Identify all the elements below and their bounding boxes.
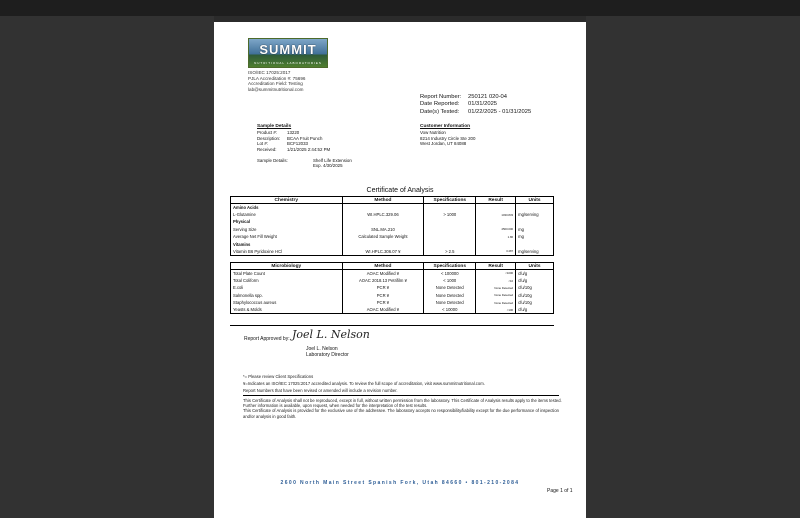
customer-line: Vow Nutrition xyxy=(420,130,446,136)
approved-label: Report Approved by: xyxy=(244,336,290,342)
report-number-row: Report Number: 250121 020-04 xyxy=(420,94,508,100)
col-header: Result xyxy=(476,263,516,270)
table-row: Yeasts & Molds AOAC Modified ¥ < 10000 <100 cfu/g xyxy=(231,306,554,313)
sample-details-heading: Sample Details xyxy=(257,124,292,129)
report-meta xyxy=(420,94,531,116)
col-header: Specifications xyxy=(424,197,476,204)
table-row: Vitamin B6 Pyridoxine HCl WI.HPLC.306.07 ¥ > 2.5 3.487 mg/serving xyxy=(231,248,554,255)
viewer-toolbar xyxy=(0,0,800,16)
disclaimer xyxy=(243,398,563,419)
col-header: Microbiology xyxy=(231,263,343,270)
note-line: *= Please review Client Specifications xyxy=(243,374,314,379)
table-row: Average Net Fill Weight Calculated Sample Weight 1.86 mg xyxy=(231,233,554,240)
notes xyxy=(243,374,485,393)
table-row: Total Coliform AOAC 2018.13 Petrifilm ¥ < 1000 <10 cfu/g xyxy=(231,277,554,284)
summit-logo xyxy=(248,38,328,68)
disclaimer-paragraph: This Certificate of Analysis shall not be reproduced, except in full, without written permission from the laboratory. This Certificate of Analysis results apply to the items tested. Further information is available, upon request, when needed for the interpretation of the test results. xyxy=(243,398,562,409)
sample-row: Product #: 13220 xyxy=(257,130,300,136)
signature: Joel L. Nelson xyxy=(292,328,370,341)
sample-row: Description: BCAA Fruit Punch xyxy=(257,135,323,141)
customer-line: 8214 Industry Circle Ste 200 xyxy=(420,135,476,141)
document-page xyxy=(214,22,586,518)
sample-extra-line: Shelf Life Extension xyxy=(313,158,352,163)
table-row: Vitamins xyxy=(231,240,554,247)
table-row: Physical xyxy=(231,218,554,225)
footer-address: 2600 North Main Street Spanish Fork, Utah 84660 • 801-210-2084 xyxy=(280,480,520,486)
table-row: L-Glutamine WI.HPLC.329.06 > 1000 1030.833 mg/serving xyxy=(231,211,554,218)
note-line: ¥=Indicates an ISO/IEC 17025:2017 accredited analysis. To review the full scope of accreditation, visit www.summitnutritional.com. xyxy=(243,380,485,386)
customer-line: West Jordan, UT 84088 xyxy=(420,141,467,147)
accreditation-line: Accreditation Field: Testing xyxy=(248,81,303,87)
certificate-title: Certificate of Analysis xyxy=(366,187,434,194)
signer-role: Laboratory Director xyxy=(306,352,349,358)
col-header: Units xyxy=(516,197,554,204)
date-reported-row: Date Reported: 01/31/2025 xyxy=(420,101,498,108)
customer-info xyxy=(420,124,475,147)
col-header: Specifications xyxy=(424,263,476,270)
page-number: Page 1 of 1 xyxy=(547,488,573,494)
sample-details xyxy=(257,124,330,152)
disclaimer-paragraph: This Certificate of Analysis is provided for the exclusive use of the addressee. The laboratory accepts no responsibility/liability except for the due performance of inspection and/or analysis in good faith. xyxy=(243,408,560,419)
accreditation-line: PJLA Accreditation #: 75696 xyxy=(248,75,306,81)
lab-email: lab@summitnutritional.com xyxy=(248,86,304,92)
signer-name: Joel L. Nelson xyxy=(306,346,338,352)
table-row: Salmonella spp. PCR ¥ None Detected None Detected cfu/10g xyxy=(231,292,554,299)
table-row: E.coli PCR ¥ None Detected None Detected cfu/10g xyxy=(231,284,554,291)
table-row: Amino Acids xyxy=(231,204,554,211)
divider xyxy=(243,395,559,396)
sample-row: Lot #: BCF12033 xyxy=(257,141,308,147)
logo-name: SUMMIT xyxy=(259,42,317,57)
col-header: Units xyxy=(516,263,554,270)
col-header: Chemistry xyxy=(231,197,343,204)
table-row: Serving Size SNL.MA.210 4500.000 mg xyxy=(231,226,554,233)
sample-extra xyxy=(257,158,352,169)
sample-extra-line: Exp. 4/30/2025 xyxy=(313,163,343,169)
viewer-background-left xyxy=(0,16,214,518)
accreditation-line: ISO/IEC 17025:2017 xyxy=(248,70,291,75)
signer-block xyxy=(306,346,349,358)
date-tested-row: Date(s) Tested: 01/22/2025 - 01/31/2025 xyxy=(420,108,532,115)
accreditation-block xyxy=(248,70,305,92)
col-header: Method xyxy=(342,197,424,204)
divider xyxy=(230,325,554,326)
chemistry-table xyxy=(230,196,554,256)
note-line: Report Numbers that have been revised or amended will include a revision number. xyxy=(243,387,398,393)
microbiology-table xyxy=(230,262,554,314)
col-header: Method xyxy=(342,263,424,270)
customer-heading: Customer Information xyxy=(420,124,471,129)
table-row: Staphylococcus aureus PCR ¥ None Detected None Detected cfu/10g xyxy=(231,299,554,306)
sample-extra-label: Sample Details: xyxy=(257,158,288,163)
sample-row: Received: 1/21/2025 2:44:52 PM xyxy=(257,146,331,152)
logo-tagline: NUTRITIONAL LABORATORIES xyxy=(254,61,322,65)
col-header: Result xyxy=(476,197,516,204)
table-row: Total Plate Count AOAC Modified ¥ < 100000 <1000 cfu/g xyxy=(231,270,554,277)
viewer-background-right xyxy=(586,16,800,518)
